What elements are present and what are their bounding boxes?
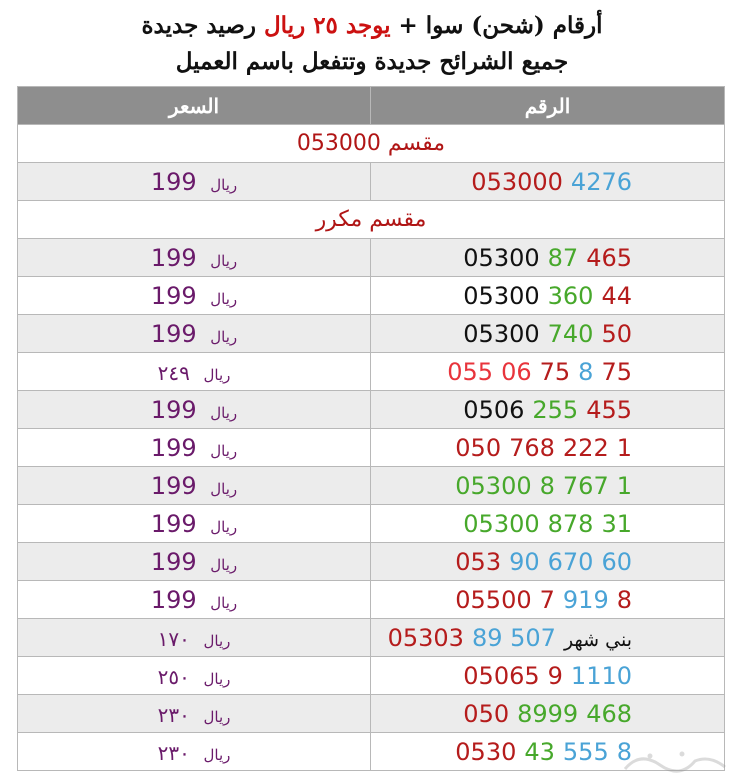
price-cell — [18, 315, 371, 353]
number-cell — [371, 315, 725, 353]
header-number: الرقم — [371, 87, 725, 125]
number-segment: 50 — [601, 319, 632, 348]
number-segment: 878 — [547, 509, 594, 538]
price-currency: ريال — [210, 593, 238, 612]
number-segment: 055 — [447, 357, 494, 386]
number-cell — [371, 391, 725, 429]
number-segment: 8 — [616, 585, 632, 614]
price-currency: ريال — [210, 555, 238, 574]
price-currency: ريال — [210, 441, 238, 460]
site-watermark-icon — [620, 747, 730, 777]
table-row — [18, 467, 725, 505]
table-row — [18, 543, 725, 581]
table-row — [18, 353, 725, 391]
number-segment: 60 — [601, 547, 632, 576]
table-row — [18, 239, 725, 277]
price-cell — [18, 657, 371, 695]
number-segment: 05303 — [387, 623, 464, 652]
number-cell — [371, 543, 725, 581]
price-value: ٢٣٠ — [157, 702, 190, 727]
price-currency: ريال — [203, 745, 231, 764]
price-cell — [18, 467, 371, 505]
price-cell — [18, 163, 371, 201]
number-segment: 75 — [539, 357, 571, 386]
number-segment: 05300 — [463, 281, 540, 310]
table-row — [18, 695, 725, 733]
price-value: 199 — [150, 281, 197, 310]
number-segment: 053 — [455, 547, 502, 576]
number-segment: 255 — [532, 395, 579, 424]
title-line-1 — [0, 12, 744, 39]
title-highlight: يوجد ٢٥ ريال — [263, 12, 391, 39]
price-cell — [18, 505, 371, 543]
price-value: 199 — [150, 509, 197, 538]
number-segment: 740 — [547, 319, 594, 348]
table-row — [18, 391, 725, 429]
number-segment: 0506 — [463, 395, 525, 424]
number-segment: 05065 — [463, 661, 540, 690]
table-row — [18, 619, 725, 657]
title-part-3: رصيد جديدة — [141, 12, 264, 39]
number-segment: 43 — [524, 737, 555, 766]
number-segment: 050 — [463, 699, 510, 728]
price-value: 199 — [150, 395, 197, 424]
price-cell — [18, 733, 371, 771]
number-segment: 05300 — [463, 509, 540, 538]
number-segment: 1 — [616, 471, 632, 500]
price-currency: ريال — [203, 631, 231, 650]
price-cell — [18, 277, 371, 315]
price-cell — [18, 391, 371, 429]
number-segment: 555 — [562, 737, 609, 766]
number-segment: 31 — [601, 509, 632, 538]
number-segment: 465 — [586, 243, 632, 272]
number-segment: 05300 — [463, 243, 540, 272]
price-value: ٢٤٩ — [157, 360, 190, 385]
number-cell — [371, 581, 725, 619]
price-value: ١٧٠ — [157, 626, 190, 651]
number-segment: 053000 — [471, 167, 563, 196]
number-segment: 44 — [601, 281, 632, 310]
number-segment: 05300 — [455, 471, 532, 500]
number-cell — [371, 657, 725, 695]
price-currency: ريال — [210, 175, 238, 194]
table-row — [18, 733, 725, 771]
price-value: 199 — [150, 319, 197, 348]
number-segment: 8999 — [517, 699, 579, 728]
price-currency: ريال — [203, 707, 231, 726]
number-segment: 919 — [562, 585, 609, 614]
table-row — [18, 429, 725, 467]
number-cell — [371, 619, 725, 657]
price-cell — [18, 619, 371, 657]
number-cell — [371, 467, 725, 505]
price-value: ٢٥٠ — [157, 664, 190, 689]
number-cell — [371, 429, 725, 467]
number-segment: بني شهر — [563, 628, 632, 651]
price-cell — [18, 239, 371, 277]
number-segment: 4276 — [570, 167, 632, 196]
price-currency: ريال — [210, 517, 238, 536]
number-segment: 90 — [509, 547, 540, 576]
price-value: 199 — [150, 547, 197, 576]
price-value: 199 — [150, 243, 197, 272]
number-segment: 0530 — [455, 737, 517, 766]
price-cell — [18, 429, 371, 467]
number-segment: 8 — [539, 471, 555, 500]
price-currency: ريال — [210, 251, 238, 270]
number-segment: 1110 — [570, 661, 632, 690]
section-title: مقسم 053000 — [18, 125, 725, 163]
number-segment: 222 — [562, 433, 609, 462]
price-value: 199 — [150, 471, 197, 500]
number-segment: 468 — [586, 699, 632, 728]
number-segment: 767 — [562, 471, 609, 500]
title-part-1: أرقام (شحن) سوا + — [390, 12, 603, 39]
table-row — [18, 505, 725, 543]
number-cell — [371, 239, 725, 277]
price-cell — [18, 543, 371, 581]
number-segment: 7 — [539, 585, 555, 614]
number-cell — [371, 695, 725, 733]
number-segment: 455 — [586, 395, 632, 424]
price-currency: ريال — [203, 365, 231, 384]
title-line-2: جميع الشرائح جديدة وتتفعل باسم العميل — [175, 48, 569, 75]
number-cell — [371, 353, 725, 391]
price-value: ٢٣٠ — [157, 740, 190, 765]
section-title: مقسم مكرر — [18, 201, 725, 239]
price-cell — [18, 353, 371, 391]
section-title-row — [18, 201, 725, 239]
price-table — [17, 86, 725, 771]
number-segment: 05300 — [463, 319, 540, 348]
number-segment: 360 — [547, 281, 594, 310]
number-segment: 87 — [547, 243, 579, 272]
number-segment: 9 — [547, 661, 563, 690]
number-segment: 06 — [501, 357, 532, 386]
price-currency: ريال — [210, 479, 238, 498]
section-title-row — [18, 125, 725, 163]
number-segment: 8 — [578, 357, 594, 386]
table-row — [18, 657, 725, 695]
number-cell — [371, 277, 725, 315]
number-segment: 1 — [616, 433, 632, 462]
number-segment: 670 — [547, 547, 594, 576]
number-cell — [371, 163, 725, 201]
table-row — [18, 277, 725, 315]
price-cell — [18, 581, 371, 619]
number-segment: 8 — [616, 737, 632, 766]
number-segment: 05500 — [455, 585, 532, 614]
price-value: 199 — [150, 433, 197, 462]
price-currency: ريال — [210, 289, 238, 308]
number-segment: 768 — [509, 433, 555, 462]
price-value: 199 — [150, 585, 197, 614]
price-currency: ريال — [203, 669, 231, 688]
table-body — [18, 125, 725, 771]
price-currency: ريال — [210, 403, 238, 422]
price-cell — [18, 695, 371, 733]
table-header-row — [18, 87, 725, 125]
header-price: السعر — [18, 87, 371, 125]
table-row — [18, 581, 725, 619]
price-currency: ريال — [210, 327, 238, 346]
number-segment: 75 — [601, 357, 632, 386]
number-segment: 050 — [455, 433, 502, 462]
price-value: 199 — [150, 167, 197, 196]
table-row — [18, 163, 725, 201]
number-cell — [371, 505, 725, 543]
table-row — [18, 315, 725, 353]
number-segment: 89 507 — [471, 623, 556, 652]
